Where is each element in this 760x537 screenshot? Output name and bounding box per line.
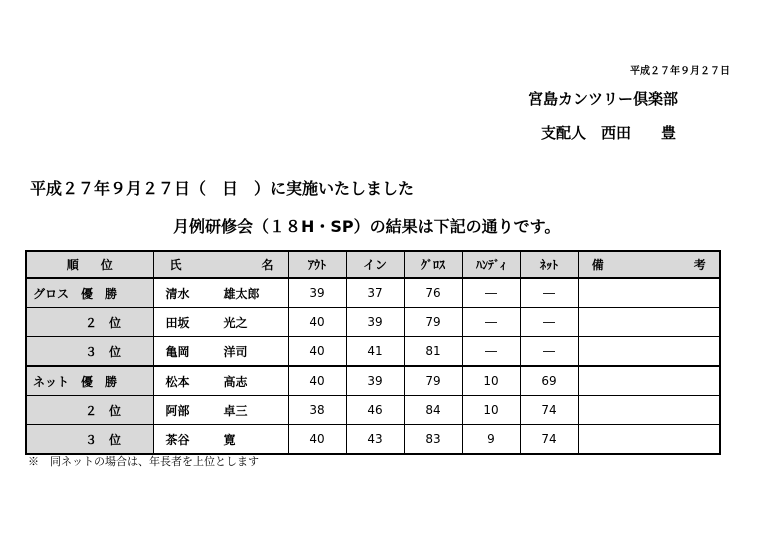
player-name: 田坂 光之 bbox=[153, 308, 288, 337]
gross-score: 76 bbox=[404, 278, 462, 308]
in-score: 37 bbox=[346, 278, 404, 308]
remarks-cell bbox=[578, 366, 720, 396]
net-score: 74 bbox=[520, 396, 578, 425]
header-name: 氏 名 bbox=[153, 251, 288, 278]
intro-line-2: 月例研修会（１８H・SP）の結果は下記の通りです。 bbox=[173, 217, 561, 236]
club-name: 宮島カンツリー倶楽部 bbox=[528, 90, 679, 108]
out-score: 40 bbox=[288, 308, 346, 337]
handicap-value: ― bbox=[462, 308, 520, 337]
rank-cell: ２ 位 bbox=[26, 396, 153, 425]
remarks-cell bbox=[578, 308, 720, 337]
table-row bbox=[26, 366, 720, 396]
player-name: 松本 高志 bbox=[153, 366, 288, 396]
remarks-cell bbox=[578, 396, 720, 425]
table-header-row bbox=[26, 251, 720, 278]
header-handicap: ﾊﾝﾃﾞｨ bbox=[462, 251, 520, 278]
manager-name: 支配人 西田 豊 bbox=[541, 124, 677, 142]
header-net: ﾈｯﾄ bbox=[520, 251, 578, 278]
in-score: 46 bbox=[346, 396, 404, 425]
rank-cell: ネット 優 勝 bbox=[26, 366, 153, 396]
gross-score: 84 bbox=[404, 396, 462, 425]
net-score: ― bbox=[520, 278, 578, 308]
handicap-value: 10 bbox=[462, 366, 520, 396]
header-out: ｱｳﾄ bbox=[288, 251, 346, 278]
document-date: 平成２７年９月２７日 bbox=[630, 66, 730, 77]
net-score: 74 bbox=[520, 425, 578, 455]
header-rank: 順 位 bbox=[26, 251, 153, 278]
out-score: 39 bbox=[288, 278, 346, 308]
remarks-cell bbox=[578, 337, 720, 367]
handicap-value: ― bbox=[462, 278, 520, 308]
table-row bbox=[26, 337, 720, 367]
in-score: 43 bbox=[346, 425, 404, 455]
table-row bbox=[26, 308, 720, 337]
gross-score: 79 bbox=[404, 308, 462, 337]
out-score: 38 bbox=[288, 396, 346, 425]
table-row bbox=[26, 425, 720, 455]
rank-cell: ２ 位 bbox=[26, 308, 153, 337]
player-name: 清水 雄太郎 bbox=[153, 278, 288, 308]
net-score: ― bbox=[520, 308, 578, 337]
player-name: 茶谷 寛 bbox=[153, 425, 288, 455]
remarks-cell bbox=[578, 425, 720, 455]
rank-cell: ３ 位 bbox=[26, 425, 153, 455]
gross-score: 81 bbox=[404, 337, 462, 367]
net-score: ― bbox=[520, 337, 578, 367]
out-score: 40 bbox=[288, 425, 346, 455]
handicap-value: 9 bbox=[462, 425, 520, 455]
out-score: 40 bbox=[288, 366, 346, 396]
rank-cell: グロス 優 勝 bbox=[26, 278, 153, 308]
header-gross: ｸﾞﾛｽ bbox=[404, 251, 462, 278]
handicap-value: 10 bbox=[462, 396, 520, 425]
out-score: 40 bbox=[288, 337, 346, 367]
remarks-cell bbox=[578, 278, 720, 308]
intro-line-1: 平成２７年９月２７日（ 日 ）に実施いたしました bbox=[30, 179, 415, 198]
results-table bbox=[25, 250, 721, 455]
net-score: 69 bbox=[520, 366, 578, 396]
in-score: 39 bbox=[346, 308, 404, 337]
header-remarks: 備 考 bbox=[578, 251, 720, 278]
gross-score: 83 bbox=[404, 425, 462, 455]
player-name: 亀岡 洋司 bbox=[153, 337, 288, 367]
table-row bbox=[26, 396, 720, 425]
handicap-value: ― bbox=[462, 337, 520, 367]
table-row bbox=[26, 278, 720, 308]
footnote: ※ 同ネットの場合は、年長者を上位とします bbox=[28, 455, 259, 468]
player-name: 阿部 卓三 bbox=[153, 396, 288, 425]
gross-score: 79 bbox=[404, 366, 462, 396]
header-in: イン bbox=[346, 251, 404, 278]
in-score: 39 bbox=[346, 366, 404, 396]
rank-cell: ３ 位 bbox=[26, 337, 153, 367]
in-score: 41 bbox=[346, 337, 404, 367]
